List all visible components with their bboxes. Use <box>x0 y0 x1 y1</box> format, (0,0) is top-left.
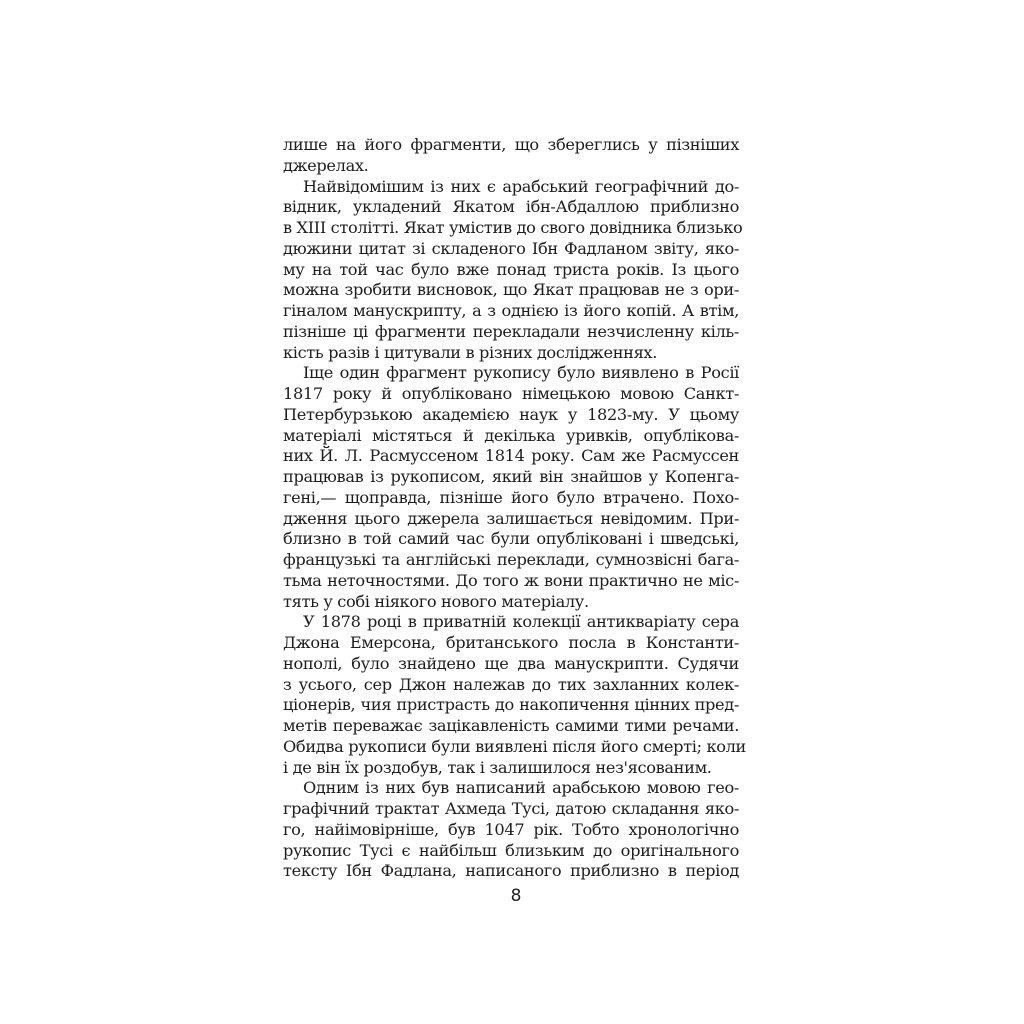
text-line: дюжини цитат зі складеного Ібн Фадланом звіту, яко- <box>283 238 739 258</box>
text-line: працював із рукописом, який він знайшов у Копенга- <box>283 467 739 486</box>
text-line: дження цього джерела залишається невідомим. При- <box>283 508 739 528</box>
text-line: Джона Емерсона, британського посла в Константи- <box>283 633 739 652</box>
text-line: Найвідомішим із них є арабський географічний до- <box>303 176 739 196</box>
text-line: пізніше ці фрагменти перекладали незчисленну кіль- <box>283 321 739 341</box>
text-line: нополі, було знайдено ще два манускрипти. Судячи <box>283 653 739 673</box>
text-line: французькі та англійські переклади, сумнозвісні бага- <box>283 550 739 569</box>
text-line: Обидва рукописи були виявлені після його смерті; коли <box>283 736 746 756</box>
text-line: і де він їх роздобув, так і залишилося нез'ясованим. <box>283 757 712 777</box>
text-line: близно в той самий час були опубліковані і шведські, <box>283 529 739 549</box>
text-line: гіналом манускрипту, а з однією із його копій. А втім, <box>283 301 739 320</box>
text-line: ціонерів, чия пристрасть до накопичення цінних пред- <box>283 695 739 715</box>
text-line: метів переважає зацікавленість самими тими речами. <box>283 716 739 735</box>
text-line: тьма неточностями. До того ж вони практично не міс- <box>283 570 739 590</box>
text-line: тексту Ібн Фадлана, написаного приблизно в період <box>283 861 739 881</box>
text-line: них Й. Л. Расмуссеном 1814 року. Сам же Расмуссен <box>283 446 739 466</box>
text-line: гені,— щоправда, пізніше його було втрачено. Похо- <box>283 487 739 507</box>
page-number: 8 <box>510 886 522 906</box>
text-line: відник, укладений Якатом ібн-Абдаллою приблизно <box>283 197 739 217</box>
page-body <box>283 135 746 882</box>
text-line: рукопис Тусі є найбільш близьким до оригінального <box>283 840 739 860</box>
text-line: тять у собі ніякого нового матеріалу. <box>283 591 589 611</box>
text-line: кість разів і цитували в різних дослідженнях. <box>283 342 658 362</box>
text-line: з усього, сер Джон належав до тих захланних колек- <box>283 674 739 694</box>
text-line: Одним із них був написаний арабською мовою гео- <box>303 778 739 798</box>
text-line: му на той час було вже понад триста років. Із цього <box>283 259 739 279</box>
text-line: графічний трактат Ахмеда Тусі, датою складання яко- <box>283 799 739 818</box>
text-line: в XIII столітті. Якат умістив до свого довідника близько <box>283 218 743 237</box>
text-line: можна зробити висновок, що Якат працював не з ори- <box>283 280 739 300</box>
text-line: Петербурзькою академією наук у 1823-му. У цьому <box>283 404 739 424</box>
text-line: джерелах. <box>283 155 369 175</box>
text-line: Іще один фрагмент рукопису було виявлено в Росії <box>303 363 739 383</box>
text-line: го, найімовірніше, був 1047 рік. Тобто хронологічно <box>283 819 739 839</box>
text-line: У 1878 році в приватній колекції антикваріату сера <box>303 612 739 632</box>
text-line: 1817 року й опубліковано німецькою мовою Санкт- <box>283 384 739 403</box>
text-line: матеріалі містяться й декілька уривків, опублікова- <box>283 425 739 445</box>
text-line: лише на його фрагменти, що збереглись у пізніших <box>283 135 739 154</box>
